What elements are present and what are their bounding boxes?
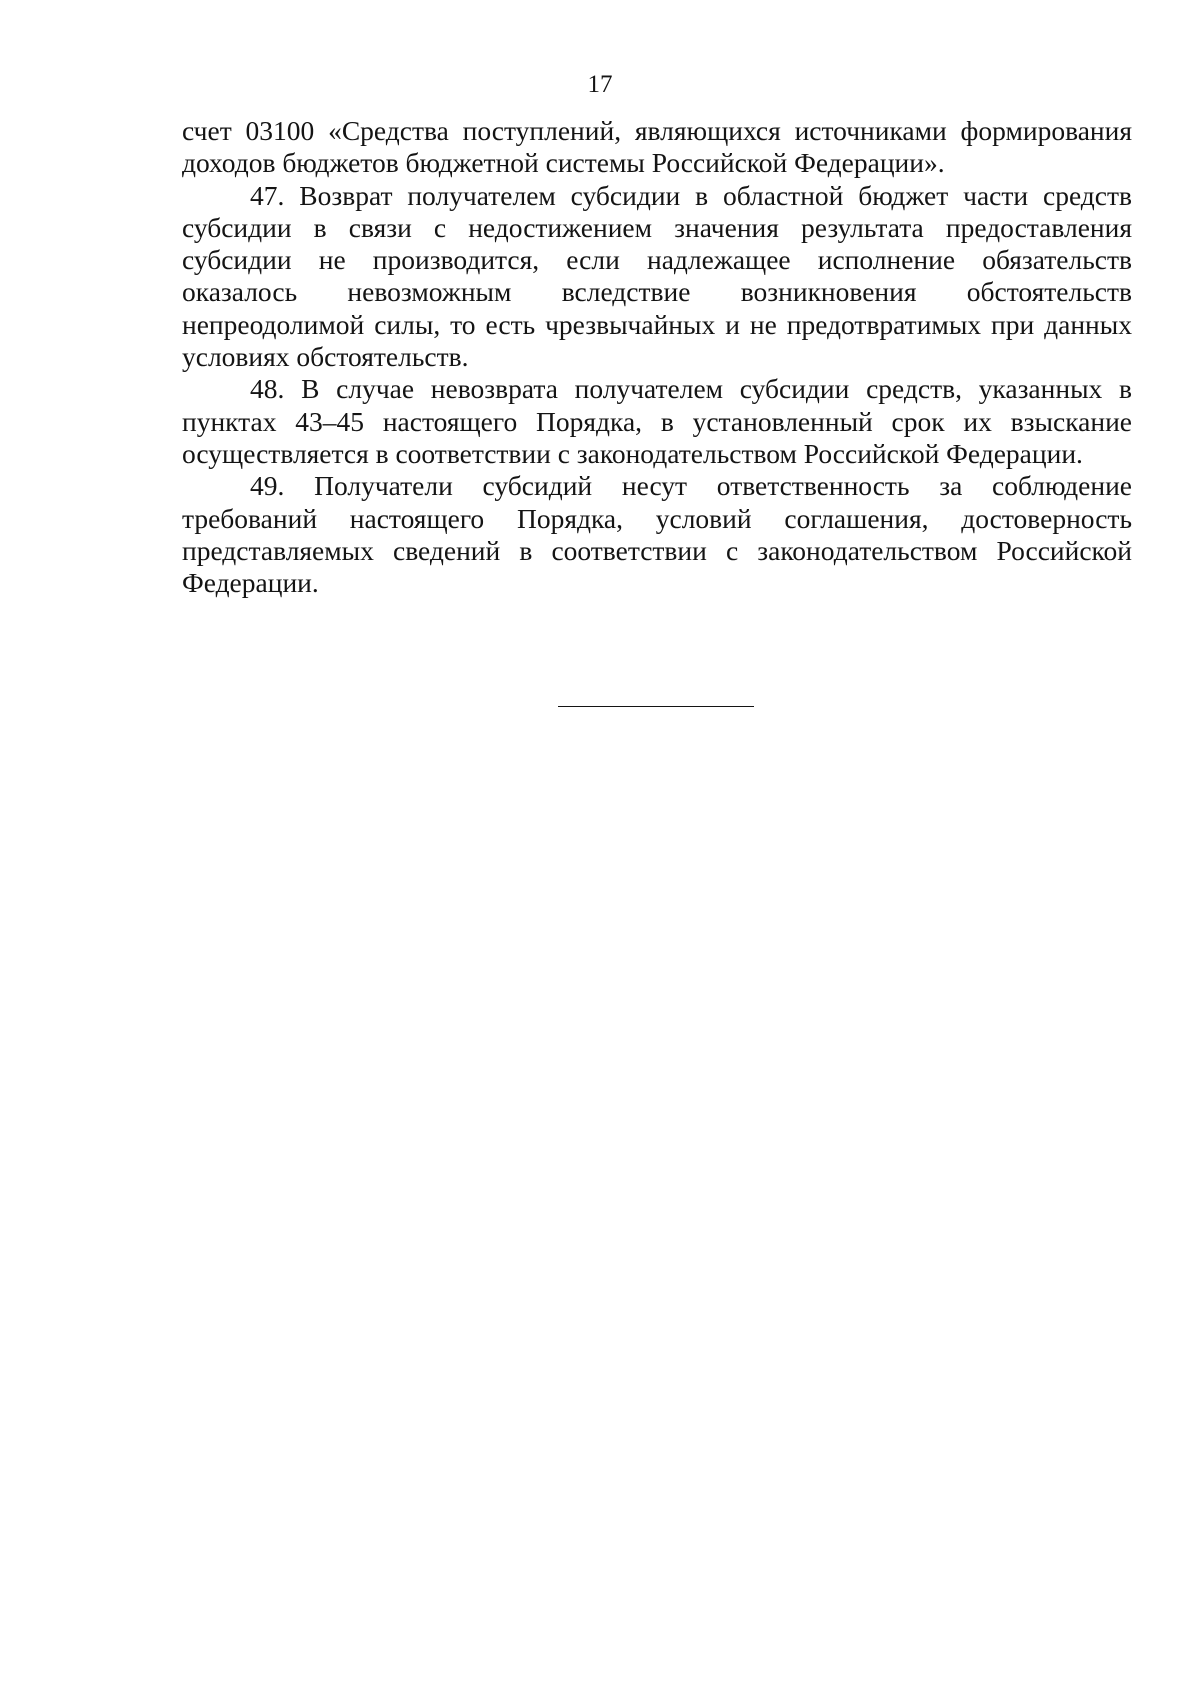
page-number: 17 [587,71,613,98]
paragraph-47: 47. Возврат получателем субсидии в областной бюджет части средств субсидии в связи с недостижением значения результата предоставления субсидии не производится, если надлежащее исполнение обязательств оказалось невозможным вследствие возникновения обстоятельств непреодолимой силы, то есть чрезвычайных и не предотвратимых при данных условиях обстоятельств. [182,179,1132,373]
paragraph-continuation: счет 03100 «Средства поступлений, являющихся источниками формирования доходов бюджетов бюджетной системы Российской Федерации». [182,115,1132,179]
paragraph-49: 49. Получатели субсидий несут ответственность за соблюдение требований настоящего Порядка, условий соглашения, достоверность представляемых сведений в соответствии с законодательством Российской Федерации. [182,470,1132,599]
paragraph-48: 48. В случае невозврата получателем субсидии средств, указанных в пунктах 43–45 настоящего Порядка, в установленный срок их взыскание осуществляется в соответствии с законодательством Российской Федерации. [182,373,1132,469]
document-body [182,115,1132,599]
end-of-document-rule [558,706,754,707]
